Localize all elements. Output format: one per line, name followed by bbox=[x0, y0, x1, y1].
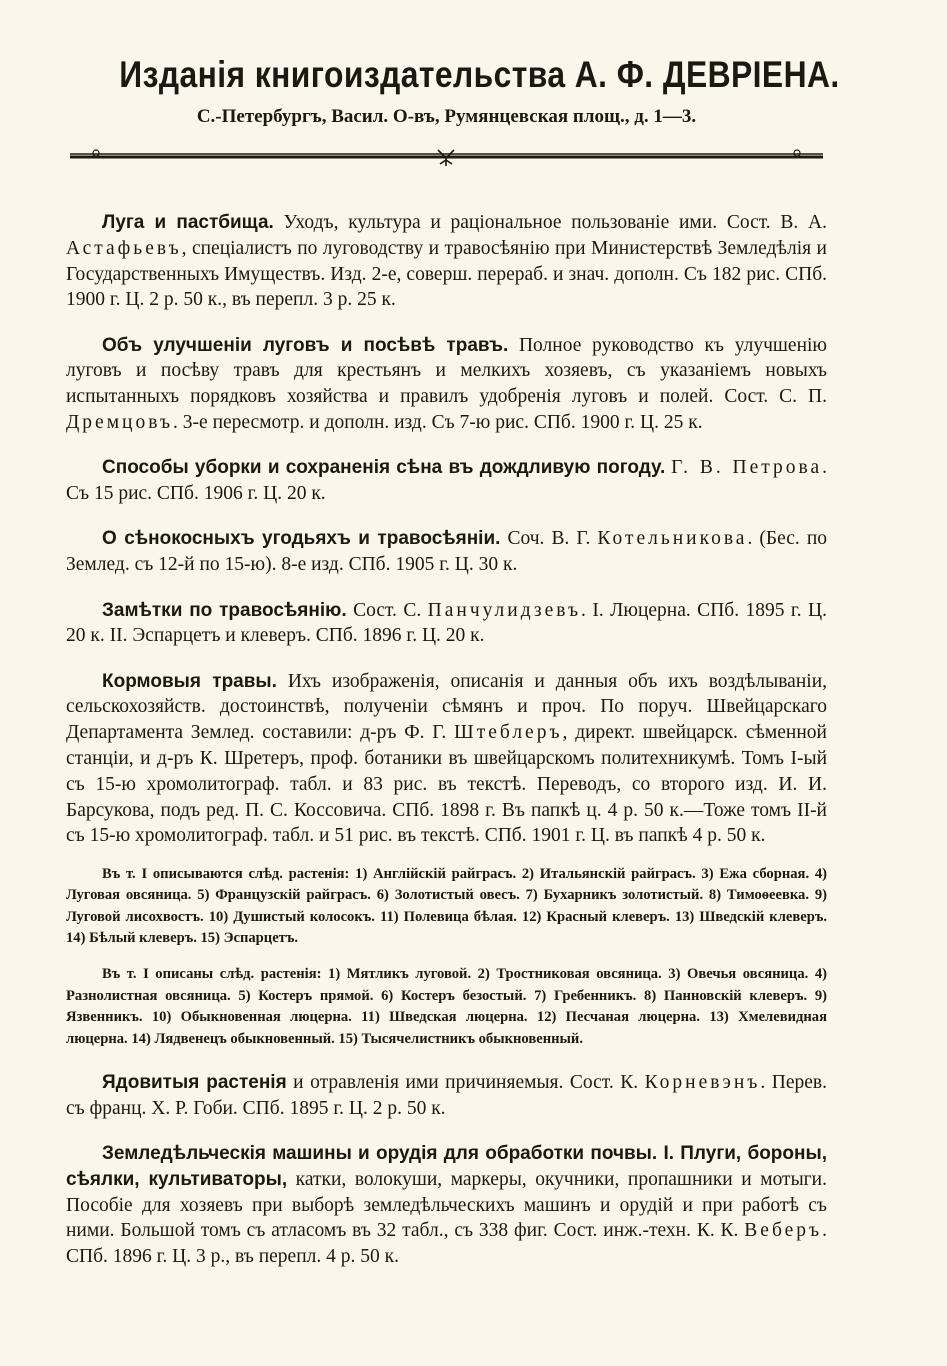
entry-text: и отравленія ими причиняемыя. Сост. К. bbox=[286, 1071, 645, 1093]
entry-text: Ихъ изображенія, описанія и данныя объ ихъ воздѣлываніи, сельскохозяйств. достоинствѣ, полученіи сѣмянъ и проч. По поруч. Швейцарскаго Департамента Землед. составили: д-ръ Ф. Г. bbox=[66, 670, 827, 744]
volume-note: Въ т. I описаны слѣд. растенія: 1) Мятликъ луговой. 2) Тростниковая овсяница. 3) Овечья овсяница. 4) Разнолистная овсяница. 5) Костеръ прямой. 6) Костеръ безостый. 7) Гребенникъ. 8) Панновскій клеверъ. 9) Язвенникъ. 10) Обыкновенная люцерна. 11) Шведская люцерна. 12) Песчаная люцерна. 13) Хмелевидная люцерна. 14) Лядвенецъ обыкновенный. 15) Тысячелистникъ обыкновенный. bbox=[66, 966, 827, 1047]
entry-details: . (Бес. по Землед. съ 12-й по 15-ю). 8-е изд. СПб. 1905 г. Ц. 30 к. bbox=[66, 528, 828, 576]
entry-title: Замѣтки по травосѣянію. bbox=[102, 599, 347, 621]
catalog-entry bbox=[66, 333, 827, 436]
ornamental-rule bbox=[66, 144, 827, 168]
catalog-entry bbox=[66, 210, 827, 313]
ornamental-rule-graphic bbox=[66, 144, 827, 168]
entry-title: Объ улучшеніи луговъ и посѣвѣ травъ. bbox=[102, 334, 509, 356]
entry-author: Корневэнъ bbox=[644, 1071, 761, 1093]
catalog-entry bbox=[66, 455, 827, 507]
entry-author: Веберъ bbox=[744, 1220, 823, 1242]
entry-text: Полное руководство къ улучшенію луговъ и посѣву травъ для крестьянъ и мелкихъ хозяевъ, съ указаніемъ новыхъ испытанныхъ порядковъ хозяйства и правилъ удобренія луговъ и полей. Сост. С. П. bbox=[66, 334, 827, 408]
entry-author: Дремцовъ bbox=[66, 412, 174, 434]
entry-author: Г. В. Петрова bbox=[671, 457, 823, 479]
catalog-entry bbox=[66, 598, 827, 650]
entry-title: Ядовитыя растенія bbox=[102, 1071, 287, 1093]
entry-text: Сост. С. bbox=[346, 599, 428, 621]
entry-details: . СПб. 1896 г. Ц. 3 р., въ перепл. 4 р. 50 к. bbox=[66, 1220, 827, 1268]
entry-text: катки, волокуши, маркеры, окучники, пропашники и мотыги. Пособіе для хозяевъ при выборѣ земледѣльческихъ машинъ и орудій и при работѣ съ ними. Большой томъ съ атласомъ въ 32 табл., съ 338 фиг. Сост. инж.-техн. К. К. bbox=[66, 1168, 827, 1242]
entry-title: Земледѣльческія машины и орудія для обработки почвы. I. Плуги, бороны, сѣялки, культиваторы, bbox=[66, 1143, 827, 1190]
entry-author: Астафьевъ bbox=[66, 237, 182, 259]
publisher-address: С.-Петербургъ, Васил. О-въ, Румянцевская площ., д. 1—3. bbox=[196, 106, 697, 127]
entry-details: . 3-е пересмотр. и дополн. изд. Съ 7-ю рис. СПб. 1900 г. Ц. 25 к. bbox=[173, 412, 703, 434]
entry-title: О сѣнокосныхъ угодьяхъ и травосѣяніи. bbox=[102, 528, 501, 550]
entry-details: . Перев. съ франц. Х. Р. Гоби. СПб. 1895 г. Ц. 2 р. 50 к. bbox=[66, 1071, 827, 1119]
volume-note: Въ т. I описываются слѣд. растенія: 1) Англійскій райграсъ. 2) Итальянскій райграсъ. 3) Ежа сборная. 4) Луговая овсяница. 5) Французскій райграсъ. 6) Золотистый овесъ. 7) Бухарникъ золотистый. 8) Тимоѳеевка. 9) Луговой лисохвостъ. 10) Душистый колосокъ. 11) Полевица бѣлая. 12) Красный клеверъ. 13) Шведскій клеверъ. 14) Бѣлый клеверъ. 15) Эспарцетъ. bbox=[66, 865, 827, 947]
entry-text: Соч. В. Г. bbox=[500, 528, 598, 550]
catalog-entry bbox=[66, 526, 827, 578]
entry-details: . Съ 15 рис. СПб. 1906 г. Ц. 20 к. bbox=[66, 457, 828, 505]
catalog-entry bbox=[66, 1141, 827, 1270]
entry-title: Способы уборки и сохраненія сѣна въ дождливую погоду. bbox=[102, 457, 666, 479]
entry-author: Панчулидзевъ bbox=[427, 599, 582, 621]
entry-text: Уходъ, культура и раціональное пользованіе ими. Сост. В. А. bbox=[273, 212, 827, 233]
entry-author: Штеблеръ bbox=[454, 722, 563, 744]
catalog-entry bbox=[66, 669, 827, 850]
entry-title: Луга и пастбища. bbox=[102, 212, 274, 233]
page-title: Изданія книгоиздательства А. Ф. ДЕВРІЕНА. bbox=[119, 54, 840, 95]
entry-author: Котельникова bbox=[597, 528, 748, 550]
entry-title: Кормовыя травы. bbox=[102, 670, 277, 692]
entry-details: , директ. швейцарск. сѣменной станціи, и д-ръ К. Шретеръ, проф. ботаники въ швейцарскомъ политехникумѣ. Томъ I-ый съ 15-ю хромолитограф. табл. и 83 рис. въ текстѣ. Переводъ, со второго изд. И. И. Барсукова, подъ ред. П. С. Коссовича. СПб. 1898 г. Въ папкѣ ц. 4 р. 50 к.—Тоже томъ II-й съ 15-ю хромолитограф. табл. и 51 рис. въ текстѣ. СПб. 1901 г. Ц. въ папкѣ 4 р. 50 к. bbox=[66, 722, 827, 847]
catalog-entry bbox=[66, 1070, 827, 1122]
entry-details: . I. Люцерна. СПб. 1895 г. Ц. 20 к. II. Эспарцетъ и клеверъ. СПб. 1896 г. Ц. 20 к. bbox=[66, 599, 827, 647]
entry-details: , спеціалистъ по луговодству и травосѣянію при Министерствѣ Земледѣлія и Государственныхъ Имуществъ. Изд. 2-е, соверш. перераб. и знач. дополн. Съ 182 рис. СПб. 1900 г. Ц. 2 р. 50 к., въ перепл. 3 р. 25 к. bbox=[66, 237, 827, 311]
catalog-entries bbox=[66, 210, 827, 1270]
